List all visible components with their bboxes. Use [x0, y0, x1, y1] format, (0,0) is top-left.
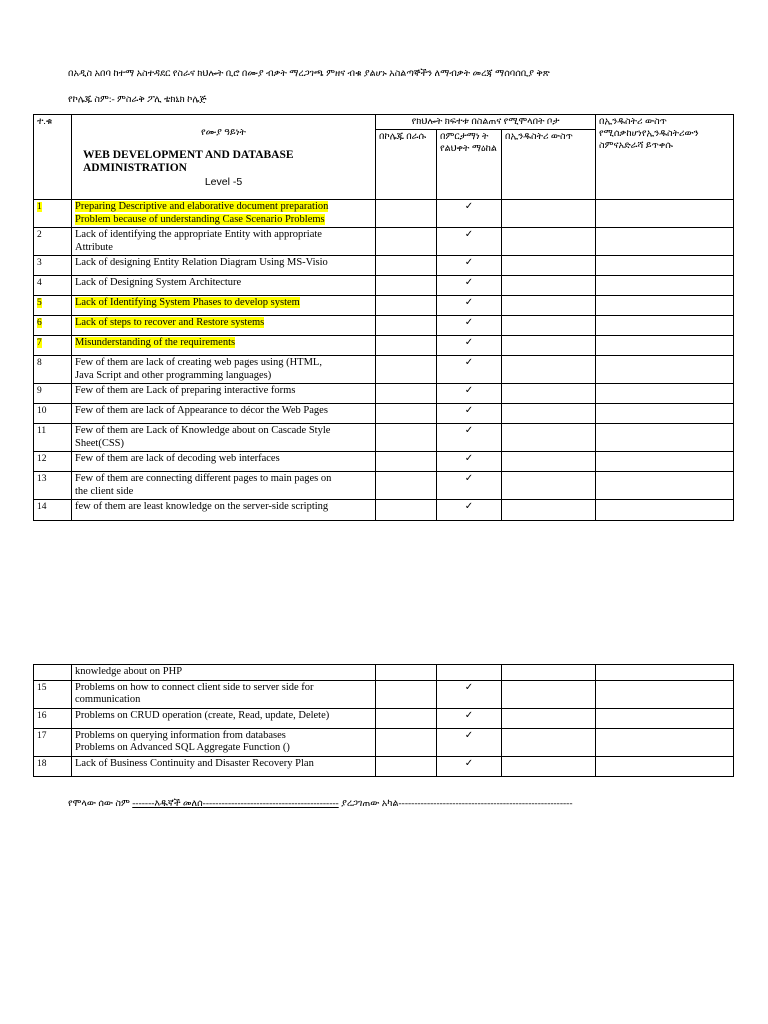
table-row [34, 200, 734, 228]
row-description [72, 356, 376, 384]
row-description [72, 756, 376, 776]
row-number [34, 424, 72, 452]
checkmark-icon: ✓ [464, 317, 474, 328]
industry-detail-cell [596, 356, 734, 384]
checkmark-cell [437, 228, 502, 256]
description-line: knowledge about on PHP [75, 666, 183, 677]
row-number [34, 276, 72, 296]
row-number-value: 11 [37, 426, 47, 436]
college-cell [376, 276, 437, 296]
college-cell [376, 665, 437, 681]
college-cell [376, 256, 437, 276]
occupation-type-label: የሙያ ዓይነት [201, 128, 246, 138]
checkmark-cell [437, 384, 502, 404]
description-line: Few of them are lack of decoding web interfaces [75, 453, 280, 464]
checkmark-cell [437, 680, 502, 708]
row-number [34, 404, 72, 424]
industry-detail-cell [596, 316, 734, 336]
row-number [34, 384, 72, 404]
checkmark-icon: ✓ [464, 473, 474, 484]
table-row [34, 336, 734, 356]
industry-cell [502, 404, 596, 424]
row-number-value: 12 [37, 454, 47, 464]
industry-detail-cell [596, 500, 734, 521]
row-number [34, 680, 72, 708]
industry-detail-cell [596, 336, 734, 356]
industry-cell [502, 472, 596, 500]
industry-cell [502, 336, 596, 356]
checkmark-cell [437, 756, 502, 776]
row-number-value: 14 [37, 502, 47, 512]
industry-cell [502, 708, 596, 728]
description-line: Misunderstanding of the requirements [75, 337, 236, 348]
table-row [34, 276, 734, 296]
industry-detail-cell [596, 728, 734, 756]
table-row [34, 665, 734, 681]
row-description [72, 336, 376, 356]
description-line: Few of them are connecting different pages to main pages on [75, 473, 332, 484]
row-description [72, 276, 376, 296]
verifier-line: ------------------------------------------------------- [398, 799, 573, 809]
checkmark-cell [437, 276, 502, 296]
description-line: Sheet(CSS) [75, 437, 125, 449]
row-number-value: 10 [37, 406, 47, 416]
description-line: Lack of steps to recover and Restore systems [75, 317, 265, 328]
industry-cell [502, 424, 596, 452]
row-description [72, 452, 376, 472]
table-row [34, 756, 734, 776]
table-row [34, 356, 734, 384]
row-number-value: 2 [37, 230, 42, 240]
row-number [34, 708, 72, 728]
description-line: the client side [75, 485, 134, 497]
table-body [34, 200, 734, 521]
industry-detail-cell [596, 452, 734, 472]
industry-cell [502, 384, 596, 404]
row-description [72, 200, 376, 228]
table-row [34, 316, 734, 336]
checkmark-cell [437, 336, 502, 356]
description-line: Problems on CRUD operation (create, Read, update, Delete) [75, 709, 330, 721]
checkmark-icon: ✓ [464, 385, 474, 396]
industry-detail-cell [596, 256, 734, 276]
row-number-value: 16 [37, 710, 47, 721]
signature-footer [68, 798, 573, 809]
checkmark-icon: ✓ [464, 357, 474, 368]
checkmark-icon: ✓ [464, 453, 474, 464]
row-description [72, 256, 376, 276]
level-label: Level -5 [204, 176, 243, 188]
description-line: Lack of designing Entity Relation Diagram Using MS-Visio [75, 257, 328, 268]
checkmark-cell [437, 665, 502, 681]
row-number [34, 228, 72, 256]
row-number-value: 9 [37, 386, 42, 396]
table-row [34, 680, 734, 708]
row-description [72, 708, 376, 728]
row-number-value: 13 [37, 474, 47, 484]
row-number [34, 728, 72, 756]
header-occupation [72, 115, 376, 200]
industry-cell [502, 452, 596, 472]
industry-cell [502, 756, 596, 776]
checkmark-icon: ✓ [464, 757, 474, 769]
signature-line: ------------------------------------------- [202, 799, 339, 809]
industry-detail-cell [596, 276, 734, 296]
industry-cell [502, 356, 596, 384]
college-cell [376, 296, 437, 316]
industry-detail-cell [596, 665, 734, 681]
college-cell [376, 728, 437, 756]
industry-detail-cell [596, 472, 734, 500]
table-row [34, 256, 734, 276]
description-line: Lack of identifying the appropriate Entity with appropriate [75, 229, 322, 240]
checkmark-cell [437, 472, 502, 500]
table-row [34, 500, 734, 521]
description-line: Few of them are Lack of Knowledge about on Cascade Style [75, 425, 331, 436]
industry-detail-cell [596, 384, 734, 404]
description-line: few of them are least knowledge on the server-side scripting [75, 501, 329, 512]
college-cell [376, 424, 437, 452]
college-cell [376, 228, 437, 256]
description-line: Problems on querying information from databases [75, 729, 286, 741]
assessment-table-continued [33, 664, 734, 777]
industry-cell [502, 665, 596, 681]
row-description [72, 316, 376, 336]
checkmark-icon: ✓ [464, 201, 474, 212]
college-cell [376, 472, 437, 500]
college-cell [376, 708, 437, 728]
row-number [34, 665, 72, 681]
row-number-value: 6 [37, 318, 42, 328]
checkmark-icon: ✓ [464, 405, 474, 416]
description-line: Few of them are lack of Appearance to décor the Web Pages [75, 405, 328, 416]
college-cell [376, 200, 437, 228]
checkmark-icon: ✓ [464, 337, 474, 348]
header-number: ተ.ቁ [34, 115, 72, 200]
description-line: Lack of Business Continuity and Disaster Recovery Plan [75, 757, 314, 769]
industry-detail-cell [596, 200, 734, 228]
row-description [72, 680, 376, 708]
industry-cell [502, 296, 596, 316]
checkmark-cell [437, 708, 502, 728]
description-line: Problem because of understanding Case Scenario Problems [75, 213, 325, 225]
description-line: Lack of Identifying System Phases to develop system [75, 297, 300, 308]
table-row [34, 728, 734, 756]
table-body [34, 665, 734, 777]
table-row [34, 404, 734, 424]
row-description [72, 228, 376, 256]
checkmark-cell [437, 728, 502, 756]
row-description [72, 424, 376, 452]
row-description [72, 296, 376, 316]
industry-cell [502, 316, 596, 336]
checkmark-icon: ✓ [464, 425, 474, 436]
description-line: Few of them are Lack of preparing interactive forms [75, 385, 296, 396]
row-number-value: 7 [37, 338, 42, 348]
row-number [34, 316, 72, 336]
college-cell [376, 356, 437, 384]
description-line: Lack of Designing System Architecture [75, 277, 242, 288]
row-number-value: 5 [37, 298, 42, 308]
checkmark-icon: ✓ [464, 277, 474, 288]
row-number-value: 18 [37, 758, 47, 769]
description-line: Attribute [75, 241, 113, 253]
college-cell [376, 452, 437, 472]
row-number [34, 472, 72, 500]
table-row [34, 228, 734, 256]
checkmark-icon: ✓ [464, 229, 474, 240]
header-excellence-center: በምርታማነ ት የልህቀት ማዕከል [437, 130, 502, 200]
industry-detail-cell [596, 756, 734, 776]
checkmark-cell [437, 424, 502, 452]
college-cell [376, 336, 437, 356]
row-number-value: 8 [37, 358, 42, 368]
industry-detail-cell [596, 424, 734, 452]
header-industry: በኢንዱስትሪ ውስጥ [502, 130, 596, 200]
table-row [34, 708, 734, 728]
row-description [72, 665, 376, 681]
description-line: Preparing Descriptive and elaborative document preparation [75, 201, 329, 212]
table-row [34, 424, 734, 452]
college-cell [376, 384, 437, 404]
assessment-table [33, 114, 734, 521]
form-title: በአዲስ አበባ ከተማ አስተዳደር የስራና ክህሎት ቢሮ በሙያ ብቃት ማረጋገጫ ምዘና ብቁ ያልሆኑ አስልጣኞችን ለማብቃት መረጃ ማሰባሰቢያ ቅጽ [68, 69, 550, 79]
row-number [34, 356, 72, 384]
table-row [34, 384, 734, 404]
header-gap-group: የክህሎት ክፍተቱ በስልጠና የሚሞላበት ቦታ [376, 115, 596, 130]
filler-name: -------እዱኛች መለሰ [132, 799, 203, 809]
college-cell [376, 316, 437, 336]
row-description [72, 500, 376, 521]
checkmark-icon: ✓ [464, 709, 474, 721]
row-number [34, 756, 72, 776]
checkmark-icon: ✓ [464, 297, 474, 308]
checkmark-icon: ✓ [464, 681, 474, 693]
checkmark-icon: ✓ [464, 257, 474, 268]
college-name: የኮሌጁ ስም:- ምስራቅ ፖሊ ቴክኒክ ኮሌጅ [68, 95, 207, 105]
checkmark-cell [437, 256, 502, 276]
industry-cell [502, 276, 596, 296]
row-number [34, 200, 72, 228]
college-cell [376, 756, 437, 776]
checkmark-cell [437, 404, 502, 424]
industry-detail-cell [596, 296, 734, 316]
header-industry-detail: በኢንዱስትሪ ውስጥ የሚሰቃከሆነየኢንዱስትሪውን ስምናአድራሻ ይጥቀሱ [596, 115, 734, 200]
description-line: Problems on Advanced SQL Aggregate Function () [75, 742, 290, 753]
row-number [34, 256, 72, 276]
table-row [34, 472, 734, 500]
row-description [72, 404, 376, 424]
college-cell [376, 404, 437, 424]
checkmark-cell [437, 356, 502, 384]
row-number-value: 4 [37, 278, 42, 288]
industry-cell [502, 680, 596, 708]
description-line: Problems on how to connect client side to server side for [75, 681, 314, 693]
industry-cell [502, 500, 596, 521]
row-number-value: 3 [37, 258, 42, 268]
description-line: communication [75, 694, 141, 705]
industry-cell [502, 728, 596, 756]
industry-detail-cell [596, 404, 734, 424]
row-description [72, 728, 376, 756]
row-description [72, 472, 376, 500]
checkmark-cell [437, 200, 502, 228]
checkmark-icon: ✓ [464, 501, 474, 512]
industry-detail-cell [596, 228, 734, 256]
industry-detail-cell [596, 708, 734, 728]
checkmark-cell [437, 452, 502, 472]
row-number-value: 15 [37, 682, 47, 693]
checkmark-icon: ✓ [464, 729, 474, 741]
checkmark-cell [437, 296, 502, 316]
row-number-value: 1 [37, 202, 42, 212]
description-line: Java Script and other programming languages) [75, 369, 272, 381]
header-college: በኮሌጁ በራሱ [376, 130, 437, 200]
course-title: WEB DEVELOPMENT AND DATABASE ADMINISTRATION [83, 149, 294, 174]
industry-detail-cell [596, 680, 734, 708]
college-cell [376, 680, 437, 708]
industry-cell [502, 256, 596, 276]
checkmark-cell [437, 500, 502, 521]
row-number [34, 336, 72, 356]
industry-cell [502, 200, 596, 228]
table-row [34, 452, 734, 472]
row-number [34, 500, 72, 521]
checkmark-cell [437, 316, 502, 336]
college-cell [376, 500, 437, 521]
filler-label: የሞላው ሰው ስም [68, 799, 130, 809]
row-number [34, 296, 72, 316]
row-description [72, 384, 376, 404]
row-number-value: 17 [37, 730, 47, 741]
table-row [34, 296, 734, 316]
industry-cell [502, 228, 596, 256]
row-number [34, 452, 72, 472]
verifier-label: ያረጋገጠው አካል [341, 799, 399, 809]
description-line: Few of them are lack of creating web pages using (HTML, [75, 357, 322, 368]
